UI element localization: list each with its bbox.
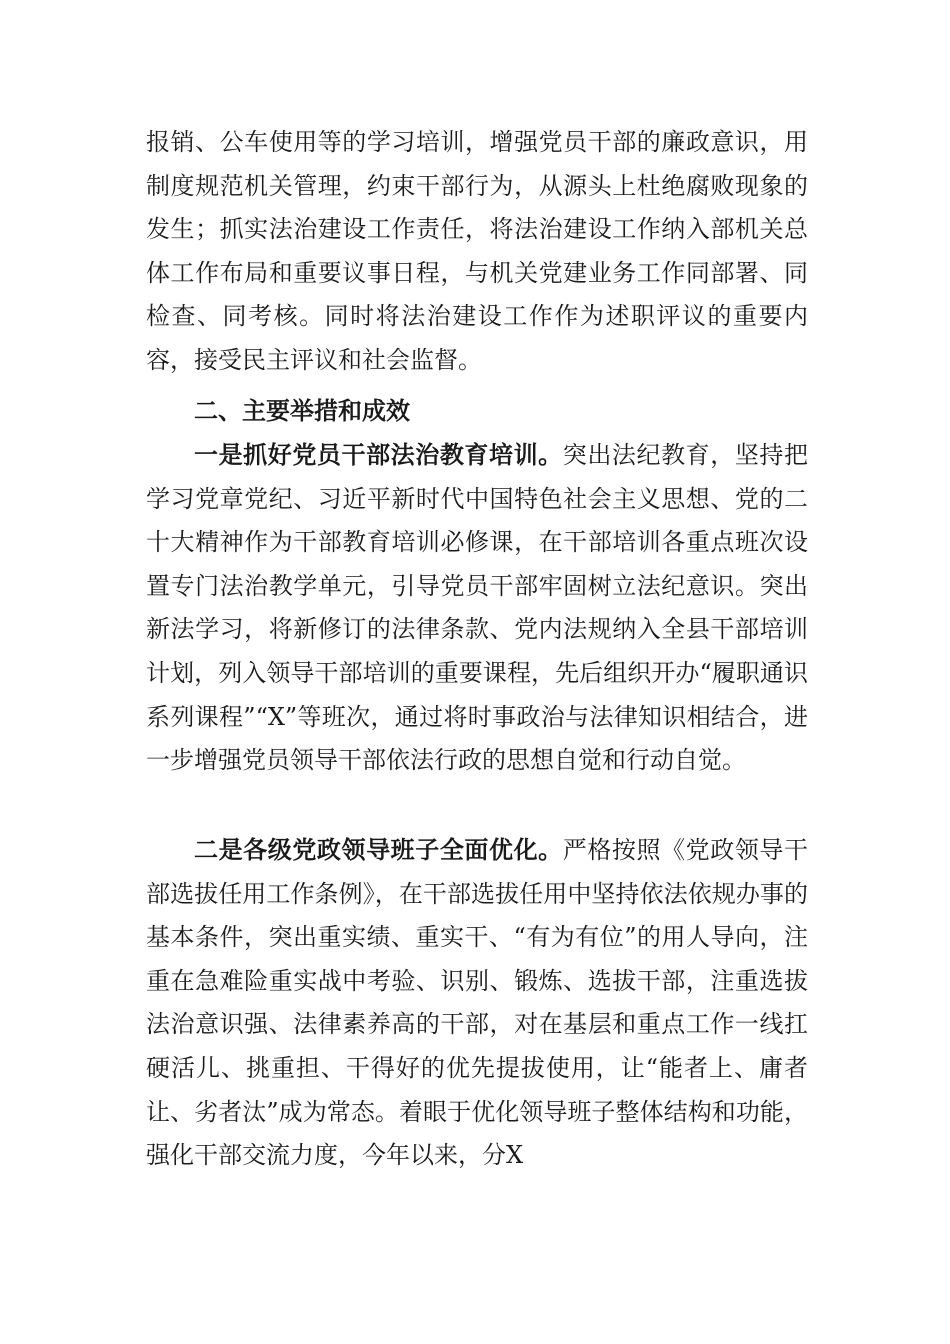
item2-lead: 二是各级党政领导班子全面优化。 (194, 835, 563, 864)
item1-body: 突出法纪教育，坚持把学习党章党纪、习近平新时代中国特色社会主义思想、党的二十大精神作为干部教育培训必修课，在干部培训各重点班次设置专门法治教学单元，引导党员干部牢固树立法纪意识。突出新法学习，将新修订的法律条款、党内法规纳入全县干部培训计划，列入领导干部培训的重要课程，先后组织开办“履职通识系列课程”“X”等班次，通过将时事政治与法律知识相结合，进一步增强党员领导干部依法行政的思想自觉和行动自觉。 (146, 441, 808, 775)
item2-block (146, 828, 808, 1178)
continued-paragraph: 报销、公车使用等的学习培训，增强党员干部的廉政意识，用制度规范机关管理，约束干部行为，从源头上杜绝腐败现象的发生；抓实法治建设工作责任，将法治建设工作纳入部机关总体工作布局和重要议事日程，与机关党建业务工作同部署、同检查、同考核。同时将法治建设工作作为述职评议的重要内容，接受民主评议和社会监督。 (146, 128, 808, 374)
section-heading-block (146, 390, 808, 434)
section-heading: 二、主要举措和成效 (194, 397, 410, 425)
item1-block (146, 433, 808, 783)
item2-body: 严格按照《党政领导干部选拔任用工作条例》，在干部选拔任用中坚持依法依规办事的基本条件，突出重实绩、重实干、“有为有位”的用人导向，注重在急难险重实战中考验、识别、锻炼、选拔干部，注重选拔法治意识强、法律素养高的干部，对在基层和重点工作一线扛硬活儿、挑重担、干得好的优先提拔使用，让“能者上、庸者让、劣者汰”成为常态。着眼于优化领导班子整体结构和功能，强化干部交流力度，今年以来，分X (146, 836, 808, 1170)
item1-lead: 一是抓好党员干部法治教育培训。 (194, 440, 563, 469)
continued-paragraph-block (146, 121, 808, 383)
item1-paragraph (146, 433, 808, 783)
item2-paragraph (146, 828, 808, 1178)
